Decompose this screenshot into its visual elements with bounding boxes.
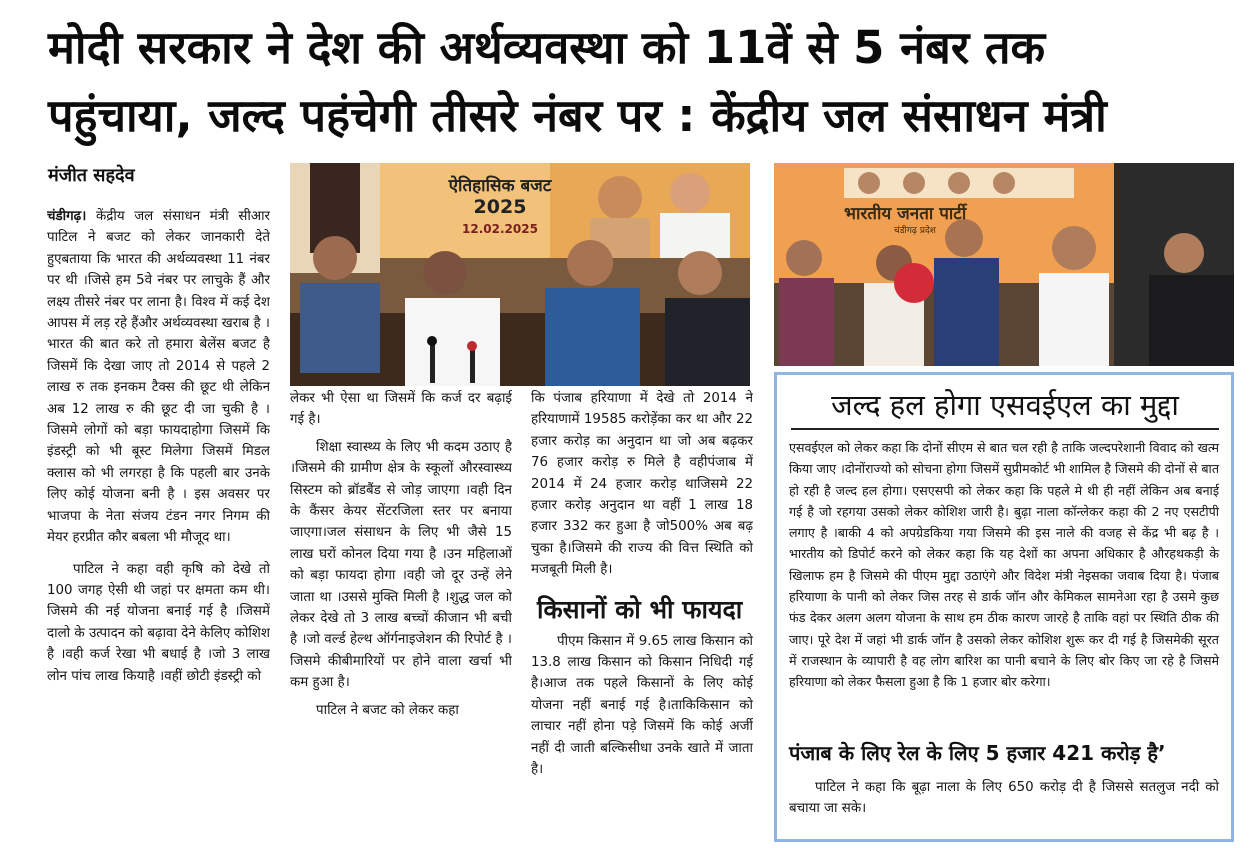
headline-line-2: पहुंचाया, जल्द पहंचेगी तीसरे नंबर पर : केंद्रीय जल संसाधन मंत्री [48, 89, 1107, 142]
bjp-event-illustration [774, 163, 1234, 366]
press-conference-photo [290, 163, 750, 386]
box-paragraph-2: पाटिल ने कहा कि बूढ़ा नाला के लिए 650 करोड़ दी है जिससे सतलुज नदी को बचाया जा सके। [789, 780, 1219, 817]
dateline: चंडीगढ़। [47, 209, 87, 224]
banner-title: ऐतिहासिक बजट [448, 176, 552, 196]
bjp-event-photo [774, 163, 1234, 366]
box-title: जल्द हल होगा एसवईएल का मुद्दा [791, 385, 1219, 430]
column1-paragraph-2: पाटिल ने कहा वही कृषि को देखे तो 100 जगह ऐसी थी जहां पर क्षमता कम थी।जिसमे की नई योजना बनाई गई है ।जिसमें दालो के उत्पादन को बढ़ावा देने केलिए कोशिश है ।वही कर्ज रेखा भी बधाई है ।जो 3 लाख लोन पांच लाख कियाहै ।वहीं छोटी इंडस्ट्री को [47, 561, 270, 684]
banner-year: 2025 [473, 196, 527, 218]
column3-paragraph-1: कि पंजाब हरियाणा में देखे तो 2014 ने हरियाणामें 19585 करोड़ेंका कर था और 22 हजार करोड़ का अनुदान था जो अब बढ़कर 76 हजार करोड़ रु मिले है वहीपंजाब में 2014 में 24 हजार करोड़ थाजिसमे 22 हजार करोड़ अनुदान था वहीं 1 लाख 18 हजार 332 कर हुआ है जो500% अब बढ़ चुका है।जिसमे की राज्य की वित्त स्थिति को मजबूती मिली है। [531, 391, 753, 578]
farmers-subheading: किसानों को भी फायदा [537, 594, 743, 624]
box-subheading: पंजाब के लिए रेल के लिए 5 हजार 421 करोड़ है’ [789, 741, 1166, 765]
column2-paragraph-1: लेकर भी ऐसा था जिसमें कि कर्ज दर बढ़ाई गई है। [290, 391, 512, 428]
headline-line-1: मोदी सरकार ने देश की अर्थव्यवस्था को 11वें से 5 नंबर तक [48, 21, 1046, 74]
column2-paragraph-3: पाटिल ने बजट को लेकर कहा [316, 702, 459, 718]
party-banner: भारतीय जनता पार्टी [844, 204, 967, 224]
banner-date: 12.02.2025 [462, 222, 538, 236]
party-banner-sub: चंडीगढ़ प्रदेश [894, 226, 936, 236]
box-paragraph-1: एसवईएल को लेकर कहा कि दोनों सीएम से बात चल रही है ताकि जल्दपरेशानी विवाद को खत्म किया जाए ।दोनोंराज्यो को सोचना होगा जिसमें सुप्रीमकोर्ट भी शामिल है जिसमे की दोनों से बात हो रही है जल्द हल होगा। एसएसपी को लेकर कहा कि पहले मे थी ही नहीं लेकिन अब बनाई गई है जो रहगया उसको लेकर कोशिश जारी है। बुढ़ा नाला कॉन्लेकर कहा की 2 नए एसटीपी लगाए है ।बाकी 4 को अपग्रेडकिया गया जिसमे की इस नाले की वजह से केंद्र भी बढ़ है ।भारतीय को डिपोर्ट करने को लेकर कहा कि यह देशों का अपना अधिकार है औरहथकड़ी के खिलाफ हम है जिसमे की पीएम मुद्दा उठाएंगे और विदेश मंत्री नेइसका जवाब दिया है। पंजाब हरियाणा के पानी को लेकर जिस तरह से डार्क जॉन और केमिकल सामनेआ रहा है उसमे कुछ फंड देकर अलग अलग योजना के साथ हम ठीक कारण जारहे है ताकि वहां पर स्थिति ठीक की जाए। पूरे देश में जहां भी डार्क जॉन है उसको लेकर कोशिश शुरू कर दी गई है जिसमेकी सूरत में राजस्थान के व्यापारी है वह लोग बारिश का पानी बचाने के लिए बोर किए जा रहे है जिसमे हरियाणा को लेकर फैसला हुआ है कि 1 हजार बोर करेगा। [789, 440, 1219, 690]
article-column-2 [290, 388, 512, 848]
column3-paragraph-2: पीएम किसान में 9.65 लाख किसान को 13.8 लाख किसान को किसान निधिदी गई है।आज तक पहले किसानों के लिए कोई योजना नहीं बनाई गई है।ताकिकिसान को लाचार नहीं होना पड़े जिसमें कि कोई अर्जी नहीं दी जाती बल्किसीधा उनके खाते में जाता है। [531, 633, 753, 778]
headline [48, 14, 1238, 150]
syl-sidebar-box [774, 372, 1234, 842]
article-column-1 [47, 206, 270, 848]
byline: मंजीत सहदेव [48, 165, 135, 186]
article-column-3 [531, 388, 753, 848]
banner-text [440, 173, 560, 236]
column1-paragraph-1: केंद्रीय जल संसाधन मंत्री सीआर पाटिल ने बजट को लेकर जानकारी देते हुएबताया कि भारत की अर्थव्यवस्था 11 नंबर पर थी ।जिसे हम 5वे नंबर पर लाचुके हैं और लक्ष्य तीसरे नंबर पर लाना है। विश्व में कई देश आपस में लड़ रहे हैंऔर अर्थव्यवस्था खराब है । भारत की बात करे तो हमारा बेलेंस बजट है जिसमें कि देखा जाए तो 2014 से पहले 2 लाख रु तक इनकम टैक्स की छूट थी लेकिन अब 12 लाख रु की छूट दी जा चुकी है ।जिसमे लोगों को बड़ा फायदाहोगा जिसमें कि इंडस्ट्री को भी बूस्ट मिलेगा जिसमें मिडल क्लास को भी लगरहा है कि पहली बार उनके लिए कोई योजना बनी है । इस अवसर पर भाजपा के नेता संजय टंडन नगर निगम की मेयर हरप्रीत कौर बबला भी मौजूद था। [47, 209, 270, 546]
column2-paragraph-2: शिक्षा स्वास्थ्य के लिए भी कदम उठाए है ।जिसमे की ग्रामीण क्षेत्र के स्कूलों औरस्वास्थ्य सिस्टम को ब्रॉडबैंड से जोड़ जाएगा ।वही दिन के कैंसर केयर सेंटरजिला स्तर पर बनाया जाएगा।जल संसाधन के लिए भी जैसे 15 लाख घरों कोनल दिया गया है ।उन महिलाओं को बड़ा फायदा होगा ।वही जो दूर उन्हें लेने जाता था ।उससे मुक्ति मिली है ।शुद्ध जल को लेकर देखे तो 3 लाख बच्चों कीजान भी बची है ।जो वर्ल्ड हेल्थ ऑर्गनाइजेशन की रिपोर्ट है ।जिसमे कीबीमारियों पर होने वाला खर्चा भी कम हुआ है। [290, 439, 512, 691]
